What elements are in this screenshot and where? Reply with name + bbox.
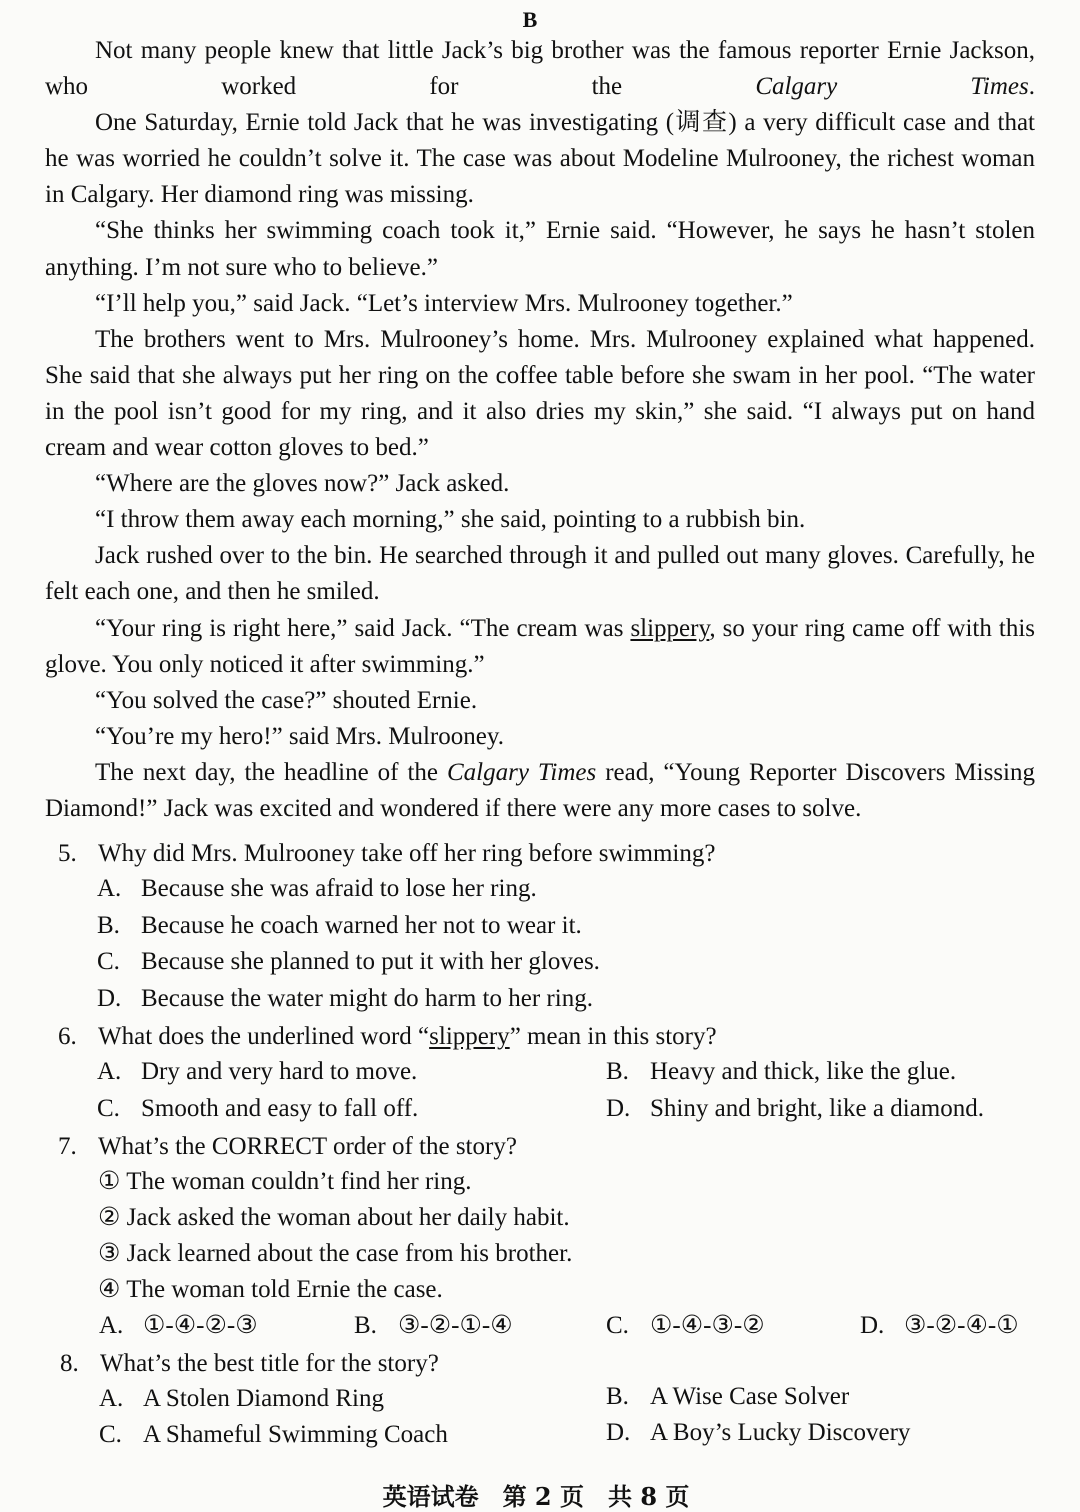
paragraph-11: “You’re my hero!” said Mrs. Mulrooney. — [95, 722, 504, 750]
paragraph-12: The next day, the headline of the Calgary Times read, “Young Reporter Discovers Missing Diamond!” Jack was excited and wondered if there were any more cases to solve. — [45, 758, 1035, 822]
question-8-option-b: B. A Wise Case Solver — [606, 1383, 850, 1410]
page-footer: 英语试卷 第 2 页 共 8 页 — [382, 1482, 690, 1511]
paragraph-8: Jack rushed over to the bin. He searched through it and pulled out many gloves. Carefully, he felt each one, and then he smiled. — [45, 542, 1035, 606]
reading-passage — [45, 33, 1035, 827]
question-7-event-3: ③ Jack learned about the case from his brother. — [98, 1240, 573, 1267]
paragraph-10: “You solved the case?” shouted Ernie. — [95, 686, 478, 714]
question-7-option-d: D. ③-②-④-① — [860, 1312, 1019, 1339]
question-7-option-b: B. ③-②-①-④ — [354, 1312, 513, 1339]
question-7-event-2: ② Jack asked the woman about her daily habit. — [98, 1204, 570, 1231]
paragraph-6: “Where are the gloves now?” Jack asked. — [95, 470, 510, 498]
question-7-stem: 7. What’s the CORRECT order of the story? — [58, 1133, 517, 1160]
question-8-option-c: C. A Shameful Swimming Coach — [99, 1421, 448, 1448]
paragraph-7: “I throw them away each morning,” she said, pointing to a rubbish bin. — [95, 506, 806, 534]
question-6-option-c: C. Smooth and easy to fall off. — [97, 1095, 419, 1122]
question-6-option-a: A. Dry and very hard to move. — [97, 1058, 418, 1085]
question-7-event-4: ④ The woman told Ernie the case. — [98, 1276, 443, 1303]
question-8-stem: 8. What’s the best title for the story? — [60, 1350, 439, 1377]
underlined-word: slippery — [429, 1023, 510, 1050]
paragraph-2: One Saturday, Ernie told Jack that he was investigating (调查) a very difficult case and that he was worried he couldn’t solve it. The case was about Modeline Mulrooney, the richest woman in Calgary. Her diamond ring was missing. — [45, 109, 1035, 209]
question-5-option-d: D. Because the water might do harm to her ring. — [97, 985, 593, 1012]
question-5-option-a: A. Because she was afraid to lose her ring. — [97, 875, 537, 902]
question-6-stem: 6. What does the underlined word “slippery” mean in this story? — [58, 1023, 717, 1050]
paragraph-9: “Your ring is right here,” said Jack. “The cream was slippery, so your ring came off with this glove. You only noticed it after swimming.” — [45, 614, 1035, 678]
newspaper-name: Calgary Times — [446, 758, 597, 786]
newspaper-name: Calgary Times — [755, 73, 1029, 101]
underlined-word: slippery — [630, 614, 710, 642]
question-8-option-d: D. A Boy’s Lucky Discovery — [606, 1419, 911, 1446]
question-5-option-b: B. Because he coach warned her not to wear it. — [97, 912, 582, 939]
paragraph-1: Not many people knew that little Jack’s big brother was the famous reporter Ernie Jackson, who worked for the Calgary Times. — [45, 37, 1036, 101]
question-7-option-c: C. ①-④-③-② — [606, 1312, 765, 1339]
question-6-option-b: B. Heavy and thick, like the glue. — [606, 1058, 957, 1085]
section-label: B — [522, 7, 538, 32]
question-8-option-a: A. A Stolen Diamond Ring — [99, 1385, 384, 1412]
question-6-option-d: D. Shiny and bright, like a diamond. — [606, 1095, 984, 1122]
question-5-option-c: C. Because she planned to put it with her gloves. — [97, 948, 600, 975]
question-5-stem: 5. Why did Mrs. Mulrooney take off her ring before swimming? — [58, 840, 716, 867]
question-7-option-a: A. ①-④-②-③ — [99, 1312, 258, 1339]
paragraph-5: The brothers went to Mrs. Mulrooney’s home. Mrs. Mulrooney explained what happened. She said that she always put her ring on the coffee table before she swam in her pool. “The water in the pool isn’t good for my ring, and it also dries my skin,” she said. “I always put on hand cream and wear cotton gloves to bed.” — [45, 325, 1035, 462]
paragraph-3: “She thinks her swimming coach took it,” Ernie said. “However, he says he hasn’t stolen anything. I’m not sure who to believe.” — [45, 217, 1035, 281]
paragraph-4: “I’ll help you,” said Jack. “Let’s interview Mrs. Mulrooney together.” — [95, 289, 793, 317]
question-7-event-1: ① The woman couldn’t find her ring. — [98, 1168, 472, 1195]
